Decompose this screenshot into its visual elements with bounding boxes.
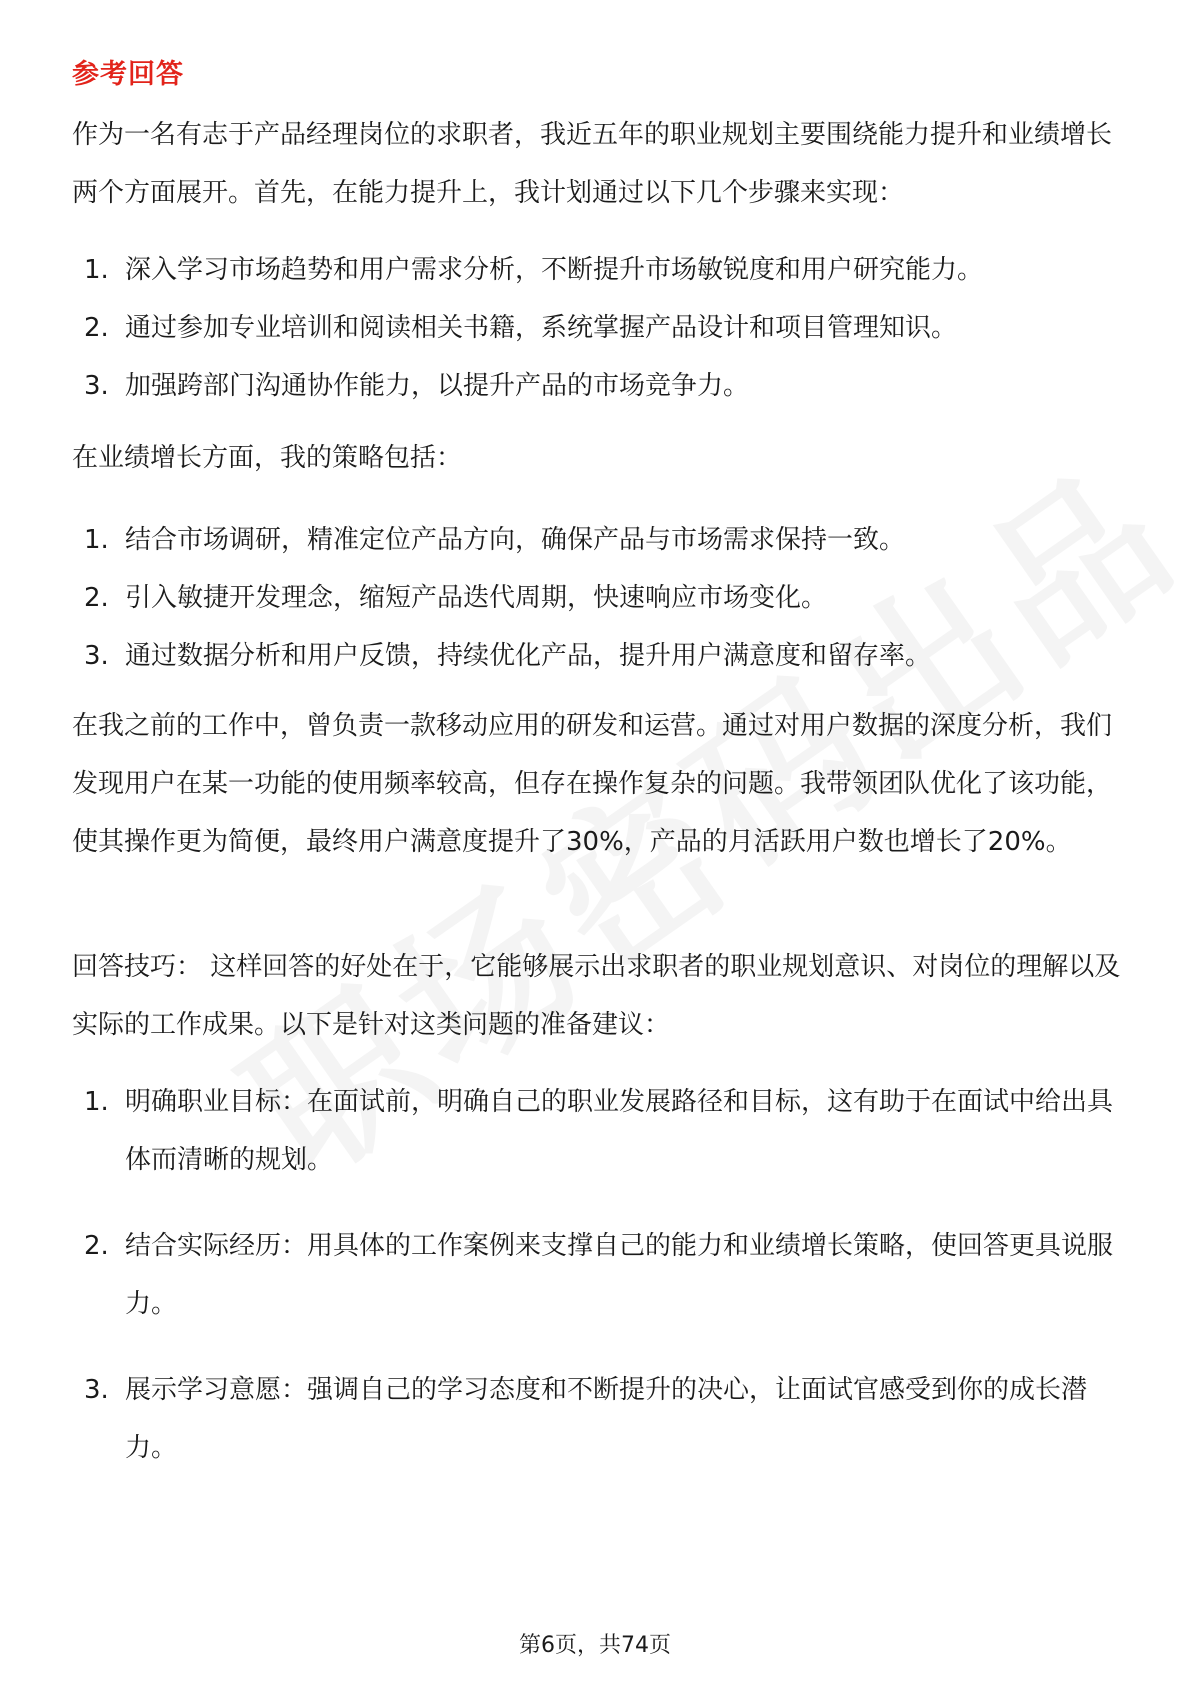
page-footer: 第6页，共74页 [519,1633,671,1658]
growth-steps-list [72,511,1122,685]
section-title: 参考回答 [72,59,184,90]
tips-list [72,1073,1122,1505]
list-item: 1. 深入学习市场趋势和用户需求分析，不断提升市场敏锐度和用户研究能力。 [84,255,984,285]
ability-steps-list [72,241,1122,415]
experience-paragraph: 在我之前的工作中，曾负责一款移动应用的研发和运营。通过对用户数据的深度分析，我们发现用户在某一功能的使用频率较高，但存在操作复杂的问题。我带领团队优化了该功能，使其操作更为简便，最终用户满意度提升了30%，产品的月活跃用户数也增长了20%。 [72,711,1113,857]
list-item: 2. 引入敏捷开发理念，缩短产品迭代周期，快速响应市场变化。 [84,583,828,613]
list-item: 2. 结合实际经历：用具体的工作案例来支撑自己的能力和业绩增长策略，使回答更具说服力。 [84,1231,1114,1319]
list-item: 3. 展示学习意愿：强调自己的学习态度和不断提升的决心，让面试官感受到你的成长潜力。 [84,1375,1088,1463]
list-item: 1. 明确职业目标：在面试前，明确自己的职业发展路径和目标，这有助于在面试中给出具体而清晰的规划。 [84,1087,1114,1175]
list-item: 2. 通过参加专业培训和阅读相关书籍，系统掌握产品设计和项目管理知识。 [84,313,958,343]
intro-paragraph: 作为一名有志于产品经理岗位的求职者，我近五年的职业规划主要围绕能力提升和业绩增长两个方面展开。首先，在能力提升上，我计划通过以下几个步骤来实现： [72,120,1113,208]
growth-intro: 在业绩增长方面，我的策略包括： [72,443,463,473]
list-item: 1. 结合市场调研，精准定位产品方向，确保产品与市场需求保持一致。 [84,525,906,555]
list-item: 3. 加强跨部门沟通协作能力，以提升产品的市场竞争力。 [84,371,750,401]
tips-intro: 回答技巧： 这样回答的好处在于，它能够展示出求职者的职业规划意识、对岗位的理解以及实际的工作成果。以下是针对这类问题的准备建议： [72,952,1121,1040]
list-item: 3. 通过数据分析和用户反馈，持续优化产品，提升用户满意度和留存率。 [84,641,932,671]
